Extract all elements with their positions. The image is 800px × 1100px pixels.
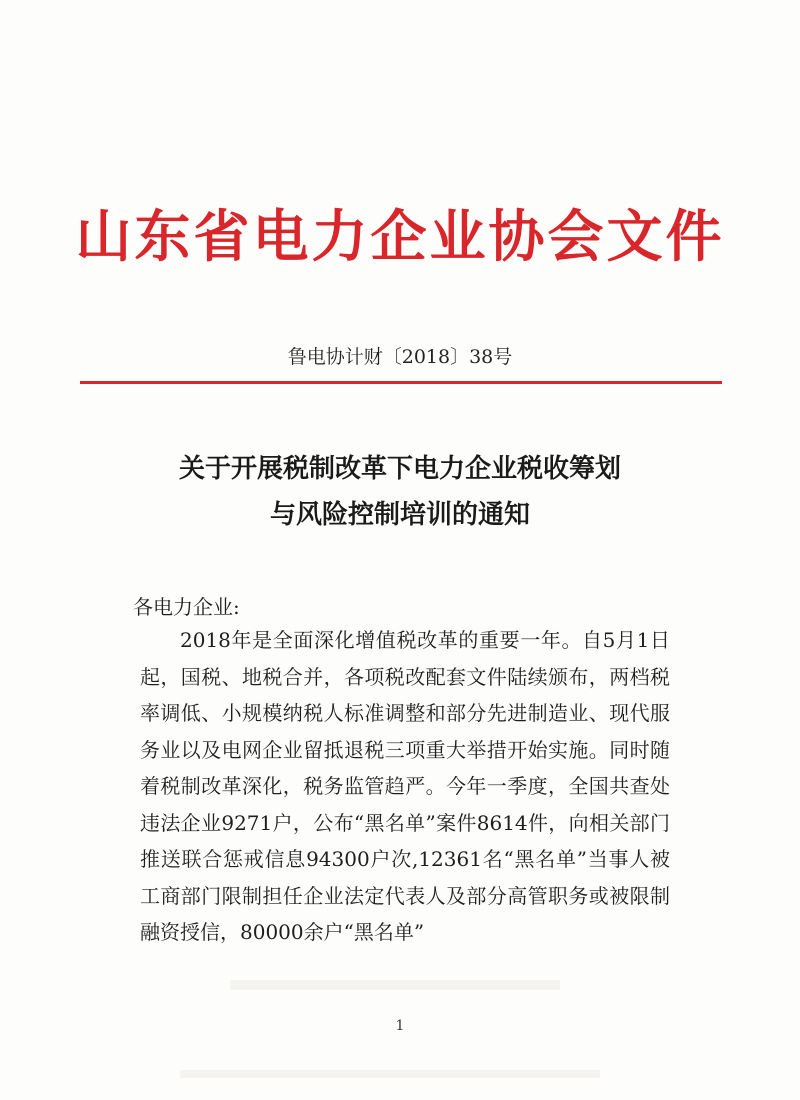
page-number: 1 <box>395 1018 405 1034</box>
salutation: 各电力企业: <box>133 595 240 619</box>
notice-title-line-1: 关于开展税制改革下电力企业税收筹划 <box>178 454 621 484</box>
org-header-title: 山东省电力企业协会文件 <box>75 205 725 270</box>
bleed-through-mark <box>230 980 560 990</box>
notice-title <box>0 446 800 538</box>
body-paragraph: 2018年是全面深化增值税改革的重要一年。自5月1日起，国税、地税合并，各项税改配套文件陆续颁布，两档税率调低、小规模纳税人标准调整和部分先进制造业、现代服务业以及电网企业留抵退税三项重大举措开始实施。同时随着税制改革深化，税务监管趋严。今年一季度，全国共查处违法企业9271户，公布“黑名单”案件8614件，向相关部门推送联合惩戒信息94300户次,12361名“黑名单”当事人被工商部门限制担任企业法定代表人及部分高管职务或被限制融资授信，80000余户“黑名单” <box>140 628 670 944</box>
notice-title-line-2: 与风险控制培训的通知 <box>269 500 530 530</box>
bleed-through-mark <box>180 1070 600 1078</box>
document-number: 鲁电协计财〔2018〕38号 <box>287 346 513 368</box>
header-divider <box>80 381 722 384</box>
